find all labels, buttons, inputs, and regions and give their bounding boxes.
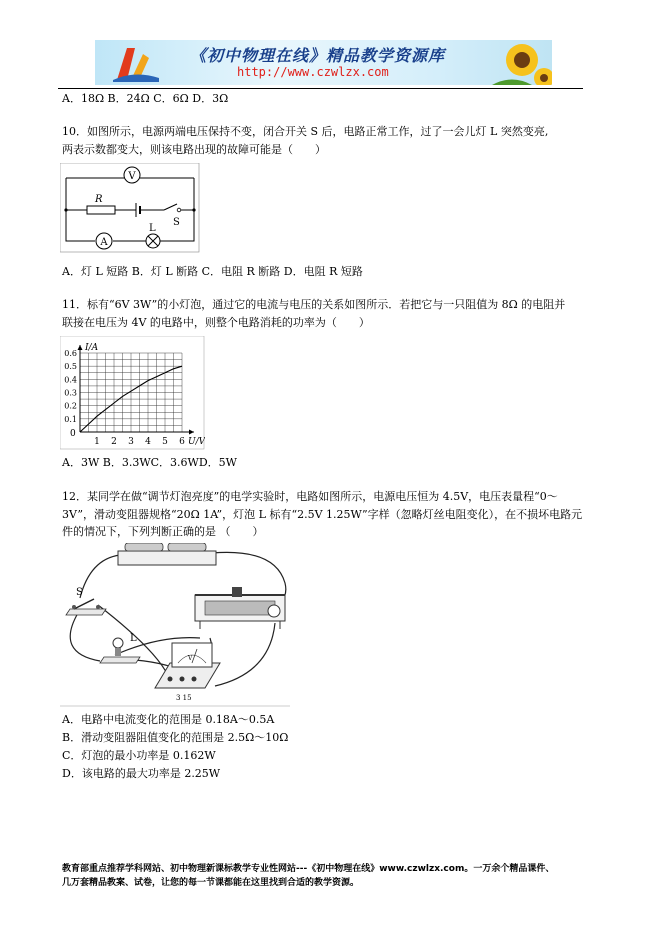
x-tick-label: 6 <box>179 437 185 447</box>
y-tick-label: 0.5 <box>64 362 77 372</box>
switch-s-label: S <box>76 587 83 598</box>
lamp-l-label: L <box>130 633 137 644</box>
x-axis-label: U/V <box>188 437 205 447</box>
switch-s <box>164 204 177 210</box>
voltmeter-device <box>155 643 220 702</box>
sunflower-icon <box>492 40 552 85</box>
y-tick-label: 0.2 <box>64 401 77 411</box>
y-axis-label: I/A <box>85 343 99 353</box>
q12-stem-line2: 3V”，滑动变阻器规格“20Ω 1A”，灯泡 L 标有“2.5V 1.25W”字样（忽略灯丝电阻变化），在不损坏电路元 <box>62 508 583 521</box>
battery-plus-label <box>198 543 205 544</box>
q11-stem-line1: 11．标有“6V 3W”的小灯泡，通过它的电流与电压的关系如图所示．若把它与一只阻值为 8Ω 的电阻并 <box>62 298 566 311</box>
x-tick-label: 3 <box>128 437 134 447</box>
q10-stem-line2: 两表示数都变大，则该电路出现的故障可能是（ ） <box>62 143 326 156</box>
q9-options: A．18Ω B．24Ω C．6Ω D．3Ω <box>62 92 229 105</box>
x-tick-label: 4 <box>145 437 151 447</box>
voltmeter-v-label: V <box>188 655 193 662</box>
q11-stem-line2: 联接在电压为 4V 的电路中，则整个电路消耗的功率为（ ） <box>62 316 370 329</box>
battery-minus-label <box>122 543 129 544</box>
voltmeter-terminals-label: 3 15 <box>176 694 192 702</box>
lamp-label: L <box>149 223 156 234</box>
q12-stem-line1: 12．某同学在做“调节灯泡亮度”的电学实验时，电路如图所示，电源电压恒为 4.5V，电压表量程“0～ <box>62 490 558 503</box>
battery-box <box>118 543 216 565</box>
banner-title: 《初中物理在线》精品教学资源库 <box>190 46 446 65</box>
iu-chart <box>60 336 205 450</box>
y-tick-label: 0.1 <box>64 414 77 424</box>
q11-options: A．3W B．3.3WC．3.6WD．5W <box>62 456 237 469</box>
x-axis-arrow <box>189 430 194 435</box>
y-tick-label: 0.3 <box>64 388 77 398</box>
q10-stem-line1: 10．如图所示，电源两端电压保持不变，闭合开关 S 后，电路正常工作，过了一会儿灯 L 突然变亮, <box>62 125 549 138</box>
x-tick-label: 2 <box>111 437 117 447</box>
sliding-rheostat <box>195 587 285 629</box>
x-tick-label: 1 <box>94 437 100 447</box>
q10-options: A．灯 L 短路 B．灯 L 断路 C．电阻 R 断路 D．电阻 R 短路 <box>62 265 363 278</box>
banner-url[interactable]: http://www.czwlzx.com <box>237 65 389 79</box>
x-tick-label: 5 <box>162 437 168 447</box>
resistor-label: R <box>95 194 103 205</box>
q12-circuit-photo <box>60 543 290 708</box>
footer-line2: 几万套精品教案、试卷，让您的每一节课都能在这里找到合适的教学资源。 <box>62 878 360 888</box>
q10-circuit-diagram <box>60 163 200 253</box>
origin-label: 0 <box>70 429 76 439</box>
y-tick-label: 0.4 <box>64 375 77 385</box>
q12-option-c: C．灯泡的最小功率是 0.162W <box>62 749 216 762</box>
q12-option-d: D．该电路的最大功率是 2.25W <box>62 767 221 780</box>
knife-switch <box>66 587 106 615</box>
ammeter-label: A <box>100 237 108 248</box>
resistor-r <box>87 206 115 214</box>
header-banner <box>95 40 552 85</box>
q12-option-b: B．滑动变阻器阻值变化的范围是 2.5Ω～10Ω <box>62 731 289 744</box>
y-tick-label: 0.6 <box>64 349 77 358</box>
y-axis-arrow <box>78 345 83 350</box>
switch-label: S <box>173 217 180 228</box>
logo-icon <box>105 40 165 85</box>
header-rule <box>58 88 583 89</box>
voltmeter-label: V <box>128 171 136 182</box>
footer-line1: 教育部重点推荐学科网站、初中物理新课标教学专业性网站---《初中物理在线》www.czwlzx.com。一万余个精品课件、 <box>62 864 555 874</box>
q12-option-a: A．电路中电流变化的范围是 0.18A～0.5A <box>62 713 275 726</box>
q12-stem-line3: 件的情况下，下列判断正确的是 （ ） <box>62 525 264 538</box>
